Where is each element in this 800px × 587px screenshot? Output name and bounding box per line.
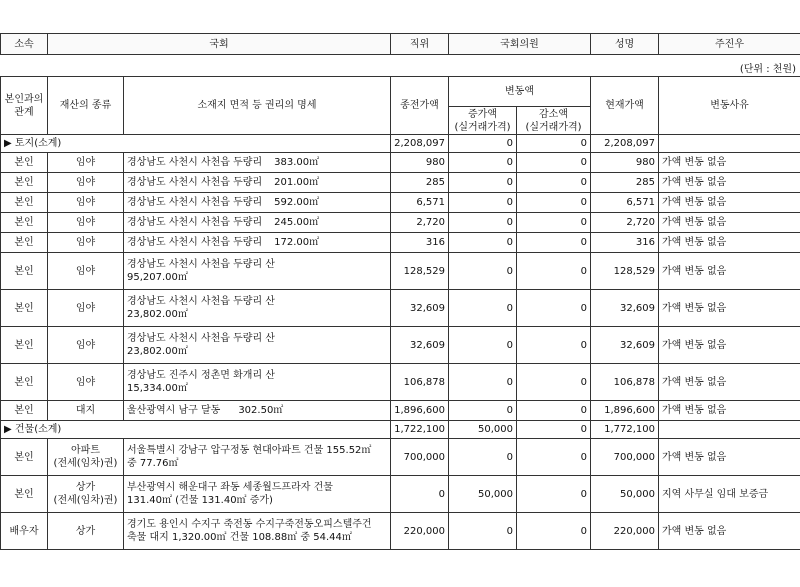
reason-cell: 가액 변동 없음	[659, 213, 800, 233]
current-cell: 1,896,600	[591, 401, 659, 421]
current-cell: 980	[591, 153, 659, 173]
location-text-2: 131.40㎡ (건물 131.40㎡ 증가)	[127, 495, 273, 506]
relation-cell: 본인	[1, 476, 48, 513]
type-text: 상가	[75, 482, 96, 493]
location-cell	[124, 364, 391, 401]
location-cell	[124, 173, 391, 193]
location-text: 경상남도 사천시 사천읍 두량리	[127, 177, 263, 188]
type-text: 아파트	[71, 445, 100, 456]
location-text: 경상남도 사천시 사천읍 두량리	[127, 157, 263, 168]
location-cell	[124, 290, 391, 327]
relation-cell: 본인	[1, 153, 48, 173]
type-cell: 상가	[48, 513, 124, 550]
area-text: 245.00㎡	[274, 217, 320, 228]
col-type: 재산의 종류	[48, 77, 124, 135]
type-cell: 임야	[48, 327, 124, 364]
header-row	[1, 34, 800, 55]
relation-cell: 본인	[1, 364, 48, 401]
increase-cell: 0	[449, 327, 517, 364]
decrease-cell: 0	[517, 476, 591, 513]
type-cell: 임야	[48, 364, 124, 401]
type-cell: 임야	[48, 290, 124, 327]
col-location: 소재지 면적 등 권리의 명세	[124, 77, 391, 135]
table-row	[1, 290, 800, 327]
location-cell	[124, 439, 391, 476]
current-cell: 106,878	[591, 364, 659, 401]
increase-cell: 0	[449, 253, 517, 290]
prev-cell: 700,000	[391, 439, 449, 476]
decrease-cell: 0	[517, 327, 591, 364]
location-text: 경상남도 진주시 정촌면 화개리 산	[127, 370, 275, 381]
subtotal-increase: 0	[449, 135, 517, 153]
current-cell: 32,609	[591, 290, 659, 327]
reason-cell: 가액 변동 없음	[659, 364, 800, 401]
current-cell: 316	[591, 233, 659, 253]
table-row	[1, 253, 800, 290]
reason-cell: 가액 변동 없음	[659, 173, 800, 193]
decrease-cell: 0	[517, 193, 591, 213]
unit-note: (단위 : 천원)	[739, 64, 796, 75]
decrease-cell: 0	[517, 513, 591, 550]
type-cell	[48, 476, 124, 513]
location-cell	[124, 327, 391, 364]
prev-cell: 220,000	[391, 513, 449, 550]
col-current: 현재가액	[591, 77, 659, 135]
location-text: 부산광역시 해운대구 좌동 세종월드프라자 건물	[127, 482, 333, 493]
col-increase: 증가액 (실거래가격)	[449, 107, 517, 135]
area-text: 201.00㎡	[274, 177, 320, 188]
location-text: 경상남도 사천시 사천읍 두량리 산	[127, 296, 275, 307]
current-cell: 2,720	[591, 213, 659, 233]
current-cell: 128,529	[591, 253, 659, 290]
column-header-row	[1, 77, 800, 107]
current-cell: 285	[591, 173, 659, 193]
location-text-2: 중 77.76㎡	[127, 458, 179, 469]
area-text: 23,802.00㎡	[127, 309, 188, 320]
affiliation-label: 소속	[1, 34, 48, 55]
increase-cell: 0	[449, 173, 517, 193]
table-row	[1, 213, 800, 233]
prev-cell: 0	[391, 476, 449, 513]
prev-cell: 128,529	[391, 253, 449, 290]
subtotal-current: 1,772,100	[591, 421, 659, 439]
reason-cell: 가액 변동 없음	[659, 233, 800, 253]
area-text: 15,334.00㎡	[127, 383, 188, 394]
decrease-cell: 0	[517, 213, 591, 233]
reason-cell: 가액 변동 없음	[659, 439, 800, 476]
prev-cell: 32,609	[391, 290, 449, 327]
increase-cell: 0	[449, 401, 517, 421]
prev-cell: 106,878	[391, 364, 449, 401]
decrease-cell: 0	[517, 439, 591, 476]
increase-cell: 50,000	[449, 476, 517, 513]
type-cell: 임야	[48, 233, 124, 253]
location-cell	[124, 153, 391, 173]
location-cell	[124, 213, 391, 233]
area-text: 172.00㎡	[274, 237, 320, 248]
decrease-cell: 0	[517, 173, 591, 193]
table-row	[1, 476, 800, 513]
relation-cell: 본인	[1, 290, 48, 327]
location-text: 경상남도 사천시 사천읍 두량리	[127, 217, 263, 228]
increase-cell: 0	[449, 513, 517, 550]
subtotal-reason	[659, 135, 800, 153]
relation-cell: 본인	[1, 233, 48, 253]
location-cell	[124, 193, 391, 213]
decrease-cell: 0	[517, 253, 591, 290]
decrease-cell: 0	[517, 233, 591, 253]
reason-cell: 가액 변동 없음	[659, 401, 800, 421]
col-decrease: 감소액 (실거래가격)	[517, 107, 591, 135]
decrease-cell: 0	[517, 401, 591, 421]
table-row	[1, 327, 800, 364]
subtotal-label: ▶ 건물(소계)	[1, 421, 391, 439]
type-cell	[48, 439, 124, 476]
location-cell	[124, 476, 391, 513]
current-cell: 32,609	[591, 327, 659, 364]
subtotal-prev: 2,208,097	[391, 135, 449, 153]
location-text: 경기도 용인시 수지구 죽전동 수지구죽전동오피스텔주건	[127, 519, 372, 530]
current-cell: 6,571	[591, 193, 659, 213]
table-row	[1, 173, 800, 193]
subtotal-current: 2,208,097	[591, 135, 659, 153]
asset-table	[0, 76, 800, 550]
prev-cell: 316	[391, 233, 449, 253]
col-relation: 본인과의 관계	[1, 77, 48, 135]
relation-cell: 본인	[1, 327, 48, 364]
type-cell: 임야	[48, 173, 124, 193]
relation-cell: 본인	[1, 253, 48, 290]
subtotal-decrease: 0	[517, 421, 591, 439]
table-row	[1, 401, 800, 421]
increase-cell: 0	[449, 364, 517, 401]
table-row	[1, 193, 800, 213]
area-text: 592.00㎡	[274, 197, 320, 208]
subtotal-prev: 1,722,100	[391, 421, 449, 439]
location-text: 경상남도 사천시 사천읍 두량리	[127, 237, 263, 248]
increase-cell: 0	[449, 153, 517, 173]
type-cell: 임야	[48, 153, 124, 173]
location-text: 울산광역시 남구 달동	[127, 405, 221, 416]
location-text: 경상남도 사천시 사천읍 두량리	[127, 197, 263, 208]
land-subtotal-row	[1, 135, 800, 153]
type-cell: 임야	[48, 253, 124, 290]
type-subtext: (전세(임차)권)	[53, 458, 118, 469]
area-text: 23,802.00㎡	[127, 346, 188, 357]
relation-cell: 본인	[1, 213, 48, 233]
current-cell: 700,000	[591, 439, 659, 476]
table-row	[1, 153, 800, 173]
table-row	[1, 233, 800, 253]
prev-cell: 285	[391, 173, 449, 193]
relation-cell: 본인	[1, 401, 48, 421]
reason-cell: 가액 변동 없음	[659, 153, 800, 173]
location-cell	[124, 253, 391, 290]
relation-cell: 배우자	[1, 513, 48, 550]
name-label: 성명	[591, 34, 659, 55]
prev-cell: 6,571	[391, 193, 449, 213]
location-cell	[124, 401, 391, 421]
subtotal-reason	[659, 421, 800, 439]
reason-cell: 가액 변동 없음	[659, 253, 800, 290]
prev-cell: 1,896,600	[391, 401, 449, 421]
reason-cell: 가액 변동 없음	[659, 513, 800, 550]
type-cell: 임야	[48, 213, 124, 233]
area-text: 95,207.00㎡	[127, 272, 188, 283]
col-reason: 변동사유	[659, 77, 800, 135]
increase-cell: 0	[449, 233, 517, 253]
current-cell: 50,000	[591, 476, 659, 513]
prev-cell: 2,720	[391, 213, 449, 233]
decrease-cell: 0	[517, 153, 591, 173]
col-prev: 종전가액	[391, 77, 449, 135]
location-cell	[124, 513, 391, 550]
increase-cell: 0	[449, 439, 517, 476]
prev-cell: 32,609	[391, 327, 449, 364]
decrease-cell: 0	[517, 290, 591, 327]
table-row	[1, 513, 800, 550]
increase-cell: 0	[449, 193, 517, 213]
decrease-cell: 0	[517, 364, 591, 401]
affiliation-value: 국회	[48, 34, 391, 55]
name-value: 주진우	[659, 34, 800, 55]
prev-cell: 980	[391, 153, 449, 173]
position-label: 직위	[391, 34, 449, 55]
table-row	[1, 364, 800, 401]
location-text: 경상남도 사천시 사천읍 두량리 산	[127, 259, 275, 270]
increase-cell: 0	[449, 213, 517, 233]
relation-cell: 본인	[1, 193, 48, 213]
current-cell: 220,000	[591, 513, 659, 550]
location-cell	[124, 233, 391, 253]
area-text: 302.50㎡	[238, 405, 284, 416]
type-subtext: (전세(임차)권)	[53, 495, 118, 506]
reason-cell: 가액 변동 없음	[659, 290, 800, 327]
increase-cell: 0	[449, 290, 517, 327]
subtotal-increase: 50,000	[449, 421, 517, 439]
location-text-2: 축물 대지 1,320.00㎡ 건물 108.88㎡ 중 54.44㎡	[127, 532, 352, 543]
subtotal-label: ▶ 토지(소계)	[1, 135, 391, 153]
relation-cell: 본인	[1, 439, 48, 476]
reason-cell: 가액 변동 없음	[659, 193, 800, 213]
area-text: 383.00㎡	[274, 157, 320, 168]
type-cell: 대지	[48, 401, 124, 421]
buildings-subtotal-row	[1, 421, 800, 439]
col-change: 변동액	[449, 77, 591, 107]
relation-cell: 본인	[1, 173, 48, 193]
table-row	[1, 439, 800, 476]
location-text: 서울특별시 강남구 압구정동 현대아파트 건물 155.52㎡	[127, 445, 372, 456]
reason-cell: 가액 변동 없음	[659, 327, 800, 364]
type-cell: 임야	[48, 193, 124, 213]
location-text: 경상남도 사천시 사천읍 두량리 산	[127, 333, 275, 344]
reason-cell: 지역 사무실 임대 보증금	[659, 476, 800, 513]
header-table	[0, 33, 800, 55]
position-value: 국회의원	[449, 34, 591, 55]
subtotal-decrease: 0	[517, 135, 591, 153]
